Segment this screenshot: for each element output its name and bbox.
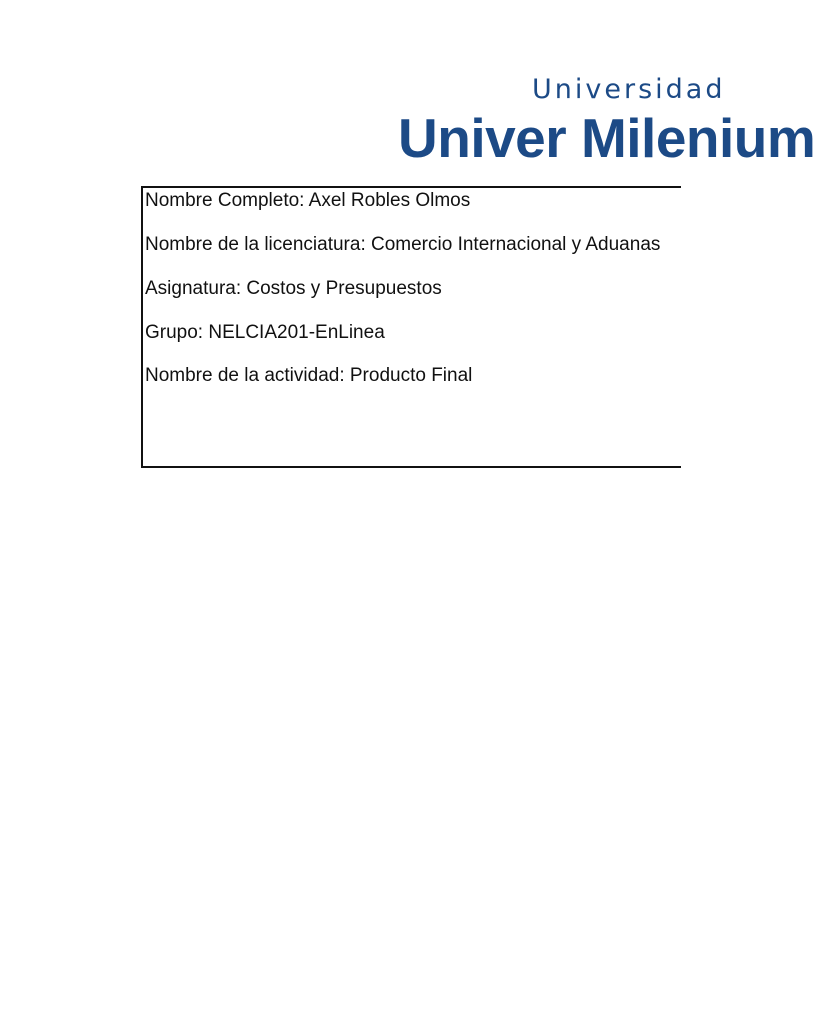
group-line: Grupo: NELCIA201-EnLinea bbox=[145, 322, 385, 343]
full-name-line: Nombre Completo: Axel Robles Olmos bbox=[145, 190, 471, 211]
degree-line: Nombre de la licenciatura: Comercio Internacional y Aduanas bbox=[145, 234, 661, 255]
activity-line: Nombre de la actividad: Producto Final bbox=[145, 365, 473, 386]
logo-main-text: Univer Milenium bbox=[398, 107, 815, 169]
university-logo bbox=[0, 0, 815, 180]
student-info-box bbox=[141, 186, 681, 468]
logo-top-text: Universidad bbox=[532, 74, 726, 105]
subject-line: Asignatura: Costos y Presupuestos bbox=[145, 278, 442, 299]
